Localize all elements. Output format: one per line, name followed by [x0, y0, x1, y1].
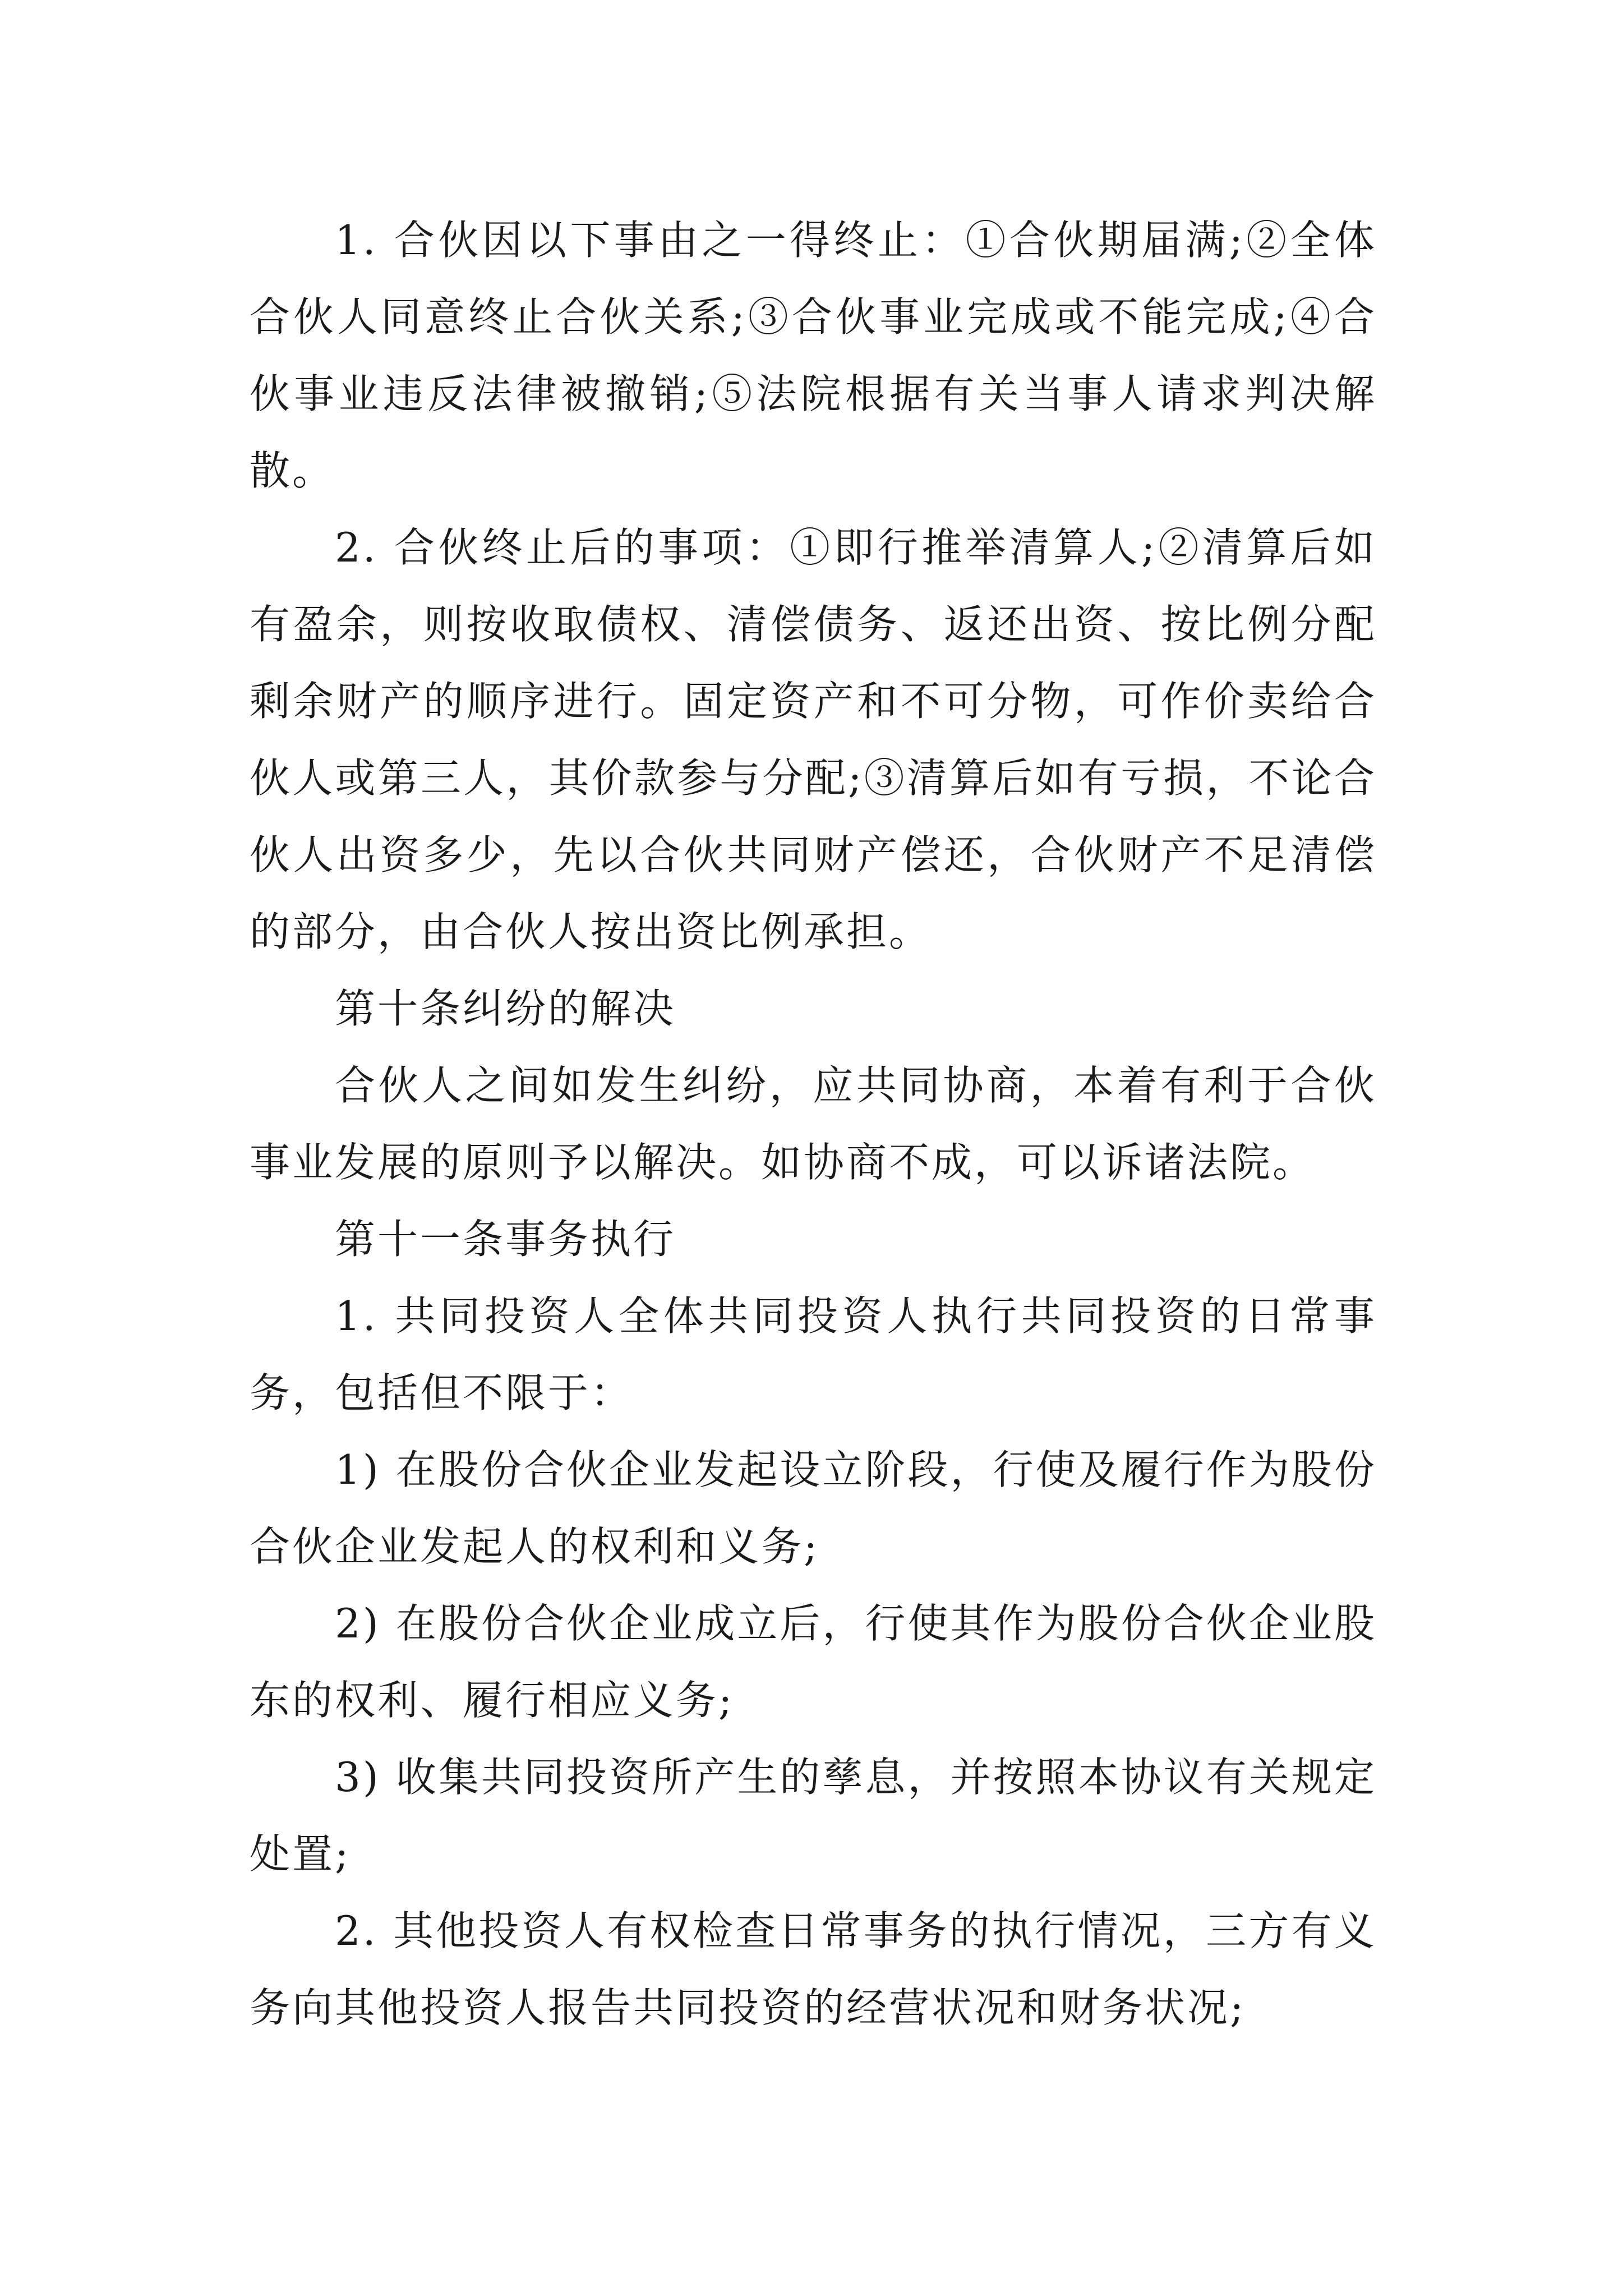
- paragraph-inspection-rights: 2. 其他投资人有权检查日常事务的执行情况，三方有义务向其他投资人报告共同投资的经营状况和财务状况;: [250, 1907, 1377, 2031]
- list-item-founding-stage: 1) 在股份合伙企业发起设立阶段，行使及履行作为股份合伙企业发起人的权利和义务;: [250, 1446, 1377, 1570]
- article-11-heading: 第十一条事务执行: [335, 1216, 676, 1263]
- paragraph-dispute-resolution: 合伙人之间如发生纠纷，应共同协商，本着有利于合伙事业发展的原则予以解决。如协商不成，可以诉诸法院。: [250, 1062, 1377, 1186]
- paragraph-post-termination-matters: 2. 合伙终止后的事项：①即行推举清算人;②清算后如有盈余，则按收取债权、清偿债务、返还出资、按比例分配剩余财产的顺序进行。固定资产和不可分物，可作价卖给合伙人或第三人，其价款参与分配;③清算后如有亏损，不论合伙人出资多少，先以合伙共同财产偿还，合伙财产不足清偿的部分，由合伙人按出资比例承担。: [250, 524, 1377, 955]
- paragraph-termination-causes: 1. 合伙因以下事由之一得终止：①合伙期届满;②全体合伙人同意终止合伙关系;③合伙事业完成或不能完成;④合伙事业违反法律被撤销;⑤法院根据有关当事人请求判决解散。: [250, 217, 1377, 494]
- article-10-heading: 第十条纠纷的解决: [335, 985, 676, 1032]
- list-item-collect-interest: 3) 收集共同投资所产生的孳息，并按照本协议有关规定处置;: [250, 1754, 1377, 1878]
- paragraph-daily-affairs: 1. 共同投资人全体共同投资人执行共同投资的日常事务，包括但不限于：: [250, 1292, 1377, 1416]
- document-body: [250, 202, 1377, 2046]
- list-item-after-establishment: 2) 在股份合伙企业成立后，行使其作为股份合伙企业股东的权利、履行相应义务;: [250, 1600, 1377, 1724]
